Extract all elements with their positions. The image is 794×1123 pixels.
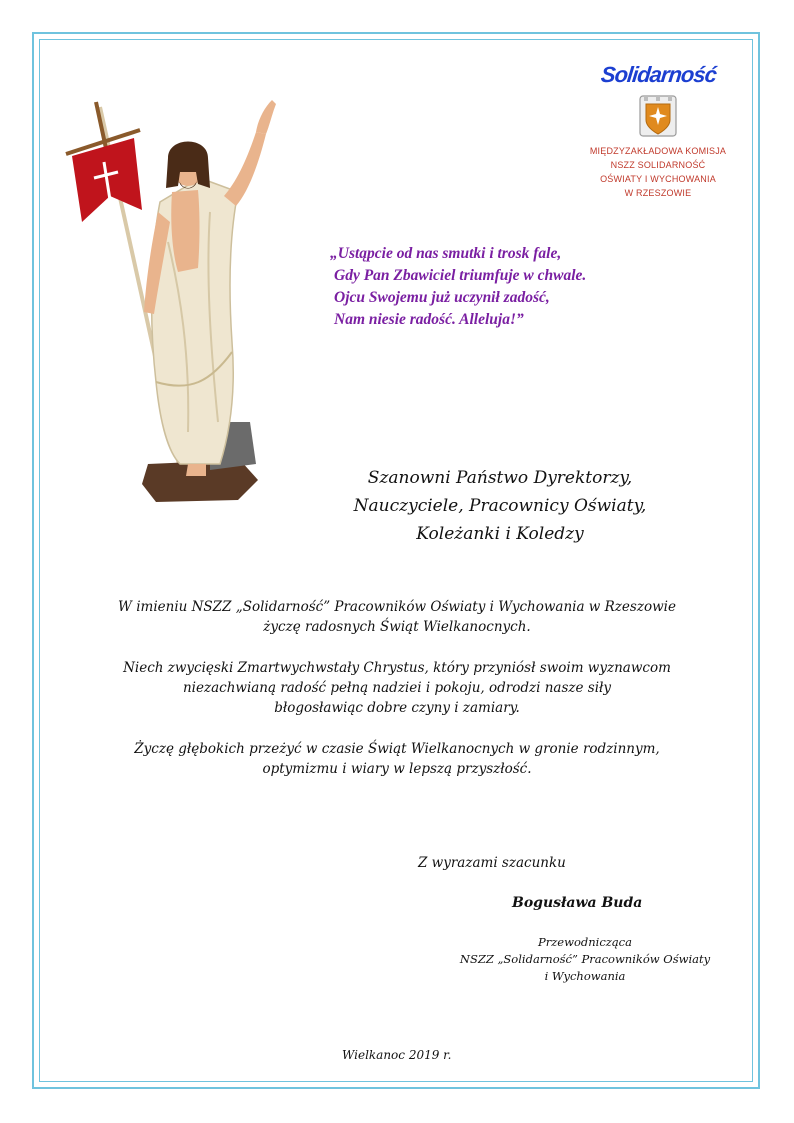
risen-christ-statue-image bbox=[60, 92, 290, 512]
logo-block bbox=[578, 62, 738, 200]
body-line: Niech zwycięski Zmartwychwstały Chrystus, który przyniósł swoim wyznawcom bbox=[123, 660, 671, 676]
poem-line: Nam niesie radość. Alleluja!” bbox=[334, 311, 524, 328]
greeting-line: Koleżanki i Koledzy bbox=[416, 524, 584, 544]
closing-phrase: Z wyrazami szacunku bbox=[418, 855, 566, 871]
greeting bbox=[310, 464, 690, 548]
paragraph bbox=[60, 739, 734, 779]
poem bbox=[330, 243, 690, 331]
body-line: niezachwianą radość pełną nadziei i pokoju, odrodzi nasze siły bbox=[182, 680, 612, 696]
org-line: OŚWIATY I WYCHOWANIA bbox=[600, 174, 716, 184]
body-line: błogosławiąc dobre czyny i zamiary. bbox=[274, 700, 520, 716]
signer-name: Bogusława Buda bbox=[512, 895, 643, 911]
org-line: MIĘDZYZAKŁADOWA KOMISJA bbox=[589, 146, 727, 156]
body-line: W imieniu NSZZ „Solidarność” Pracowników Oświaty i Wychowania w Rzeszowie bbox=[118, 599, 676, 615]
role-line: i Wychowania bbox=[544, 969, 626, 983]
organization-name bbox=[578, 144, 738, 200]
org-line: W RZESZOWIE bbox=[624, 188, 692, 198]
role-line: Przewodnicząca bbox=[538, 935, 632, 949]
paragraph bbox=[60, 658, 734, 718]
crest-icon bbox=[636, 94, 680, 138]
letter-body bbox=[60, 597, 734, 800]
solidarnosc-logo: Solidarność bbox=[599, 62, 717, 87]
signer-role bbox=[440, 934, 730, 985]
role-line: NSZZ „Solidarność” Pracowników Oświaty bbox=[459, 952, 711, 966]
greeting-line: Szanowni Państwo Dyrektorzy, bbox=[367, 468, 633, 488]
body-line: Życzę głębokich przeżyć w czasie Świąt Wielkanocnych w gronie rodzinnym, bbox=[134, 741, 660, 757]
poem-line: „Ustąpcie od nas smutki i trosk fale, bbox=[330, 245, 562, 262]
poem-line: Gdy Pan Zbawiciel triumfuje w chwale. bbox=[334, 267, 587, 284]
org-line: NSZZ SOLIDARNOŚĆ bbox=[610, 160, 706, 170]
body-line: życzę radosnych Świąt Wielkanocnych. bbox=[263, 619, 531, 635]
greeting-line: Nauczyciele, Pracownicy Oświaty, bbox=[353, 496, 647, 516]
body-line: optymizmu i wiary w lepszą przyszłość. bbox=[262, 761, 532, 777]
poem-line: Ojcu Swojemu już uczynił zadość, bbox=[334, 289, 550, 306]
place-date: Wielkanoc 2019 r. bbox=[342, 1048, 452, 1062]
paragraph bbox=[60, 597, 734, 637]
